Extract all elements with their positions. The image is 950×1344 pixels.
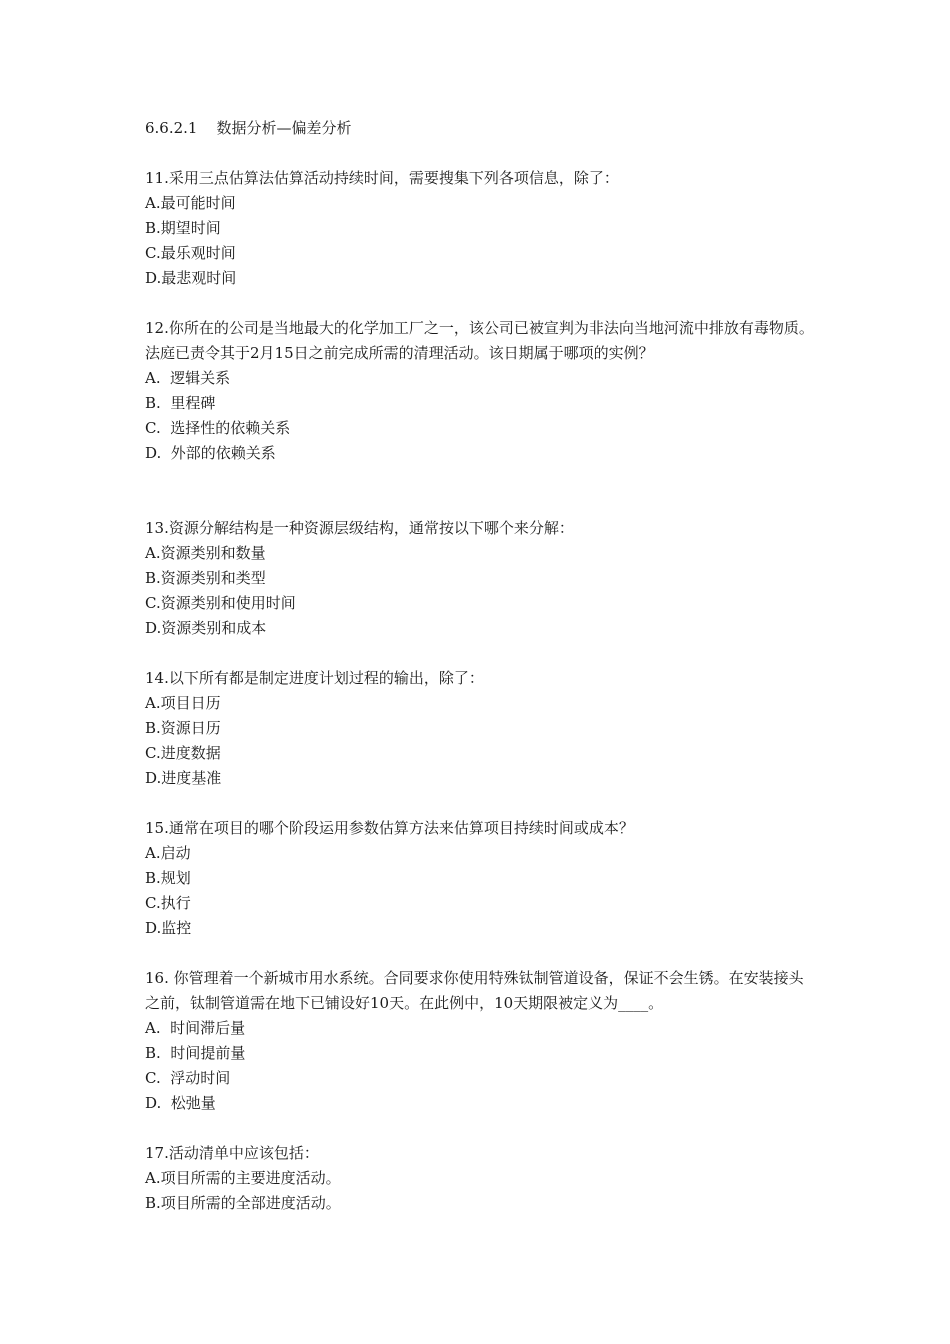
document-page (145, 116, 815, 1241)
option-a: A. 逻辑关系 (145, 369, 231, 387)
option-b: B.规划 (145, 869, 191, 887)
question-15 (145, 816, 815, 941)
question-stem: 16. 你管理着一个新城市用水系统。合同要求你使用特殊钛制管道设备，保证不会生锈。在安装接头之前，钛制管道需在地下已铺设好10天。在此例中，10天期限被定义为____。 (145, 969, 804, 1012)
option-a: A.最可能时间 (145, 194, 236, 212)
question-stem: 13.资源分解结构是一种资源层级结构，通常按以下哪个来分解： (145, 519, 574, 537)
option-d: D.资源类别和成本 (145, 619, 267, 637)
option-list (145, 1016, 815, 1116)
option-d: D.最悲观时间 (145, 269, 237, 287)
option-a: A. 时间滞后量 (145, 1019, 246, 1037)
option-b: B. 里程碑 (145, 394, 216, 412)
option-list (145, 366, 815, 466)
option-d: D.监控 (145, 919, 192, 937)
option-c: C.进度数据 (145, 744, 221, 762)
option-b: B.资源日历 (145, 719, 221, 737)
option-c: C. 浮动时间 (145, 1069, 231, 1087)
option-b: B. 时间提前量 (145, 1044, 246, 1062)
question-stem: 11.采用三点估算法估算活动持续时间，需要搜集下列各项信息，除了： (145, 169, 619, 187)
question-stem: 12.你所在的公司是当地最大的化学加工厂之一，该公司已被宣判为非法向当地河流中排放有毒物质。法庭已责令其于2月15日之前完成所需的清理活动。该日期属于哪项的实例？ (145, 319, 814, 362)
option-a: A.项目日历 (145, 694, 221, 712)
option-list (145, 691, 815, 791)
section-heading: 6.6.2.1 数据分析—偏差分析 (145, 119, 352, 137)
option-b: B.项目所需的全部进度活动。 (145, 1194, 341, 1212)
question-12 (145, 316, 815, 466)
question-17 (145, 1141, 815, 1216)
question-11 (145, 166, 815, 291)
option-b: B.期望时间 (145, 219, 221, 237)
option-d: D. 外部的依赖关系 (145, 444, 276, 462)
option-a: A.项目所需的主要进度活动。 (145, 1169, 341, 1187)
option-c: C. 选择性的依赖关系 (145, 419, 291, 437)
question-stem: 14.以下所有都是制定进度计划过程的输出，除了： (145, 669, 484, 687)
question-stem: 17.活动清单中应该包括： (145, 1144, 319, 1162)
option-list (145, 841, 815, 941)
option-a: A.资源类别和数量 (145, 544, 266, 562)
option-list (145, 191, 815, 291)
option-b: B.资源类别和类型 (145, 569, 266, 587)
option-d: D.进度基准 (145, 769, 222, 787)
question-14 (145, 666, 815, 791)
option-list (145, 1166, 815, 1216)
option-c: C.资源类别和使用时间 (145, 594, 296, 612)
question-stem: 15.通常在项目的哪个阶段运用参数估算方法来估算项目持续时间或成本？ (145, 819, 634, 837)
option-c: C.执行 (145, 894, 191, 912)
question-13 (145, 516, 815, 641)
option-a: A.启动 (145, 844, 191, 862)
option-list (145, 541, 815, 641)
option-c: C.最乐观时间 (145, 244, 236, 262)
question-16 (145, 966, 815, 1116)
option-d: D. 松弛量 (145, 1094, 216, 1112)
